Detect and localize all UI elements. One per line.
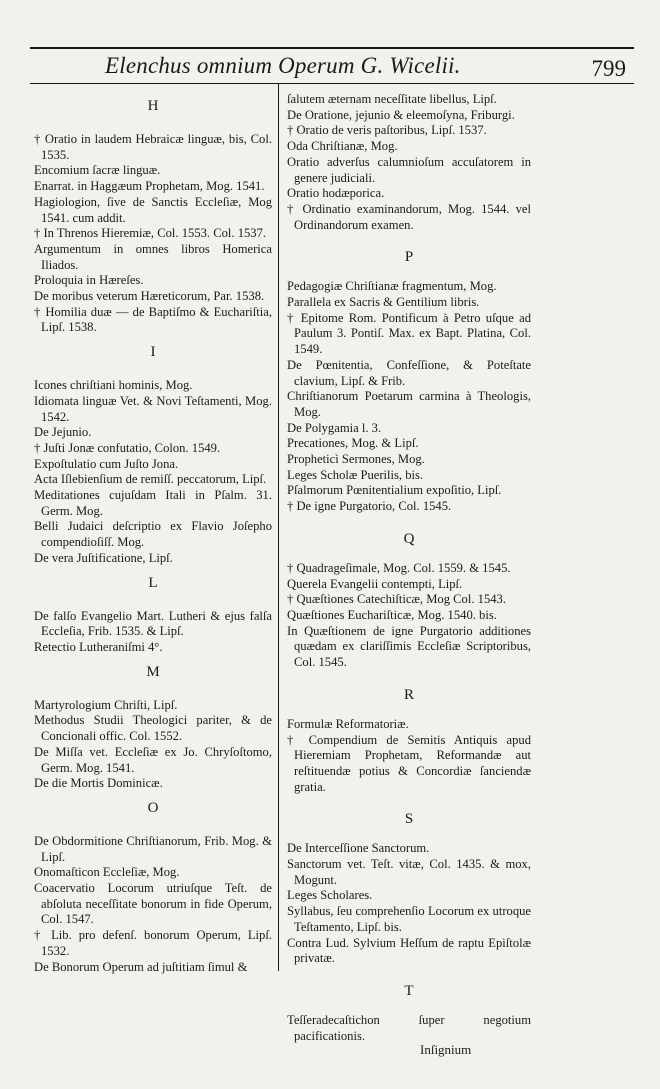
index-entry: Syllabus, ſeu comprehenſio Locorum ex utroque Teſtamento, Lipſ. bis.	[287, 904, 531, 934]
index-entry: De Interceſſione Sanctorum.	[287, 841, 430, 856]
index-entry: In Quæſtionem de igne Purgatorio additiones quædam ex clariſſimis Eccleſiæ Scriptoribus, Col. 1545.	[287, 623, 531, 670]
index-entry: † Homilia duæ — de Baptiſmo & Euchariſtia, Lipſ. 1538.	[34, 304, 272, 335]
running-title: Elenchus omnium Operum G. Wicelii.	[105, 53, 461, 78]
index-entry: Quæſtiones Euchariſticæ, Mog. 1540. bis.	[287, 607, 497, 622]
index-entry: Martyrologium Chriſti, Lipſ.	[34, 697, 178, 712]
index-entry: De Bonorum Operum ad juſtitiam ſimul &	[34, 959, 248, 974]
index-entry: † Oratio de veris paſtoribus, Lipſ. 1537.	[287, 123, 487, 138]
index-entry: Querela Evangelii contempti, Lipſ.	[287, 576, 463, 591]
index-entry: Argumentum in omnes libros Homerica Iliados.	[34, 241, 272, 272]
index-entry: De Polygamia l. 3.	[287, 420, 382, 435]
index-entry: Precationes, Mog. & Lipſ.	[287, 436, 419, 451]
index-entry: † Oratio in laudem Hebraicæ linguæ, bis, Col. 1535.	[34, 132, 272, 162]
section-letter: S	[404, 811, 414, 828]
index-entry: De moribus veterum Hæreticorum, Par. 1538.	[34, 289, 265, 304]
section-letter: R	[403, 686, 414, 703]
index-entry: † In Threnos Hieremiæ, Col. 1553. Col. 1537.	[34, 226, 267, 241]
index-entry: † De igne Purgatorio, Col. 1545.	[287, 499, 452, 514]
index-entry: Contra Lud. Sylvium Heſſum de raptu Epiſtolæ privatæ.	[287, 935, 531, 966]
catchword: Inſignium	[420, 1042, 472, 1057]
top-rule	[30, 47, 634, 49]
index-entry: Oratio adverſus calumnioſum accuſatorem in genere judiciali.	[287, 154, 531, 185]
index-entry: De Miſſa vet. Eccleſiæ ex Jo. Chryſoſtomo, Germ. Mog. 1541.	[34, 744, 272, 775]
index-entry: Methodus Studii Theologici pariter, & de Concionali offic. Col. 1552.	[34, 713, 272, 744]
index-entry: Belli Judaici deſcriptio ex Flavio Joſepho compendioſiſſ. Mog.	[34, 519, 272, 550]
index-entry: Coacervatio Locorum utriuſque Teſt. de abſoluta neceſſitate bonorum in fide Operum, Col. 1547.	[34, 881, 272, 927]
index-entry: Meditationes cujuſdam Itali in Pſalm. 31. Germ. Mog.	[34, 488, 272, 518]
index-entry: Onomaſticon Eccleſiæ, Mog.	[34, 865, 180, 880]
index-entry: † Ordinatio examinandorum, Mog. 1544. vel Ordinandorum examen.	[287, 201, 531, 232]
running-header	[30, 50, 634, 90]
index-entry: Idiomata linguæ Vet. & Novi Teſtamenti, Mog. 1542.	[34, 393, 272, 424]
right-column	[287, 92, 531, 1044]
left-column	[34, 92, 272, 975]
index-entry: Acta Iſlebienſium de remiſſ. peccatorum, Lipſ.	[34, 472, 267, 487]
index-entry: Retectio Lutheraniſmi 4°.	[34, 639, 163, 654]
index-entry: † Quæſtiones Catechiſticæ, Mog Col. 1543.	[287, 592, 506, 607]
index-entry: Icones chriſtiani hominis, Mog.	[34, 378, 193, 393]
section-letter: H	[147, 98, 159, 114]
column-divider	[278, 84, 279, 971]
index-entry: † Juſti Jonæ confutatio, Colon. 1549.	[34, 440, 221, 455]
index-entry: ſalutem æternam neceſſitate libellus, Lipſ.	[287, 92, 497, 106]
section-letter: Q	[403, 530, 415, 547]
index-entry: Propheticì Sermones, Mog.	[287, 452, 425, 467]
section-letter: L	[148, 574, 158, 591]
index-entry: Proloquia in Hæreſes.	[34, 273, 144, 288]
index-entry: De die Mortis Dominicæ.	[34, 776, 163, 791]
index-entry: † Epitome Rom. Pontificum à Petro uſque ad Paulum 3. Pontiſ. Max. ex Bapt. Platina, Col. 1549.	[287, 310, 531, 357]
section-letter: P	[404, 249, 414, 266]
section-letter: M	[146, 663, 160, 680]
index-entry: Pedagogiæ Chriſtianæ fragmentum, Mog.	[287, 279, 497, 294]
index-entry: Oda Chriſtianæ, Mog.	[287, 139, 398, 154]
header-rule	[30, 83, 634, 84]
index-entry: De Oratione, jejunio & eleemoſyna, Friburgi.	[287, 107, 515, 122]
index-entry: Oratio hodæporica.	[287, 186, 385, 201]
index-entry: Hagiologion, ſive de Sanctis Eccleſiæ, Mog 1541. cum addit.	[34, 194, 272, 225]
index-entry: Expoſtulatio cum Juſto Jona.	[34, 456, 179, 471]
page-number: 799	[591, 56, 626, 81]
index-entry: † Lib. pro defenſ. bonorum Operum, Lipſ. 1532.	[34, 928, 272, 958]
index-entry: Enarrat. in Haggæum Prophetam, Mog. 1541.	[34, 179, 265, 194]
index-entry: De Obdormitione Chriſtianorum, Frib. Mog. & Lipſ.	[34, 833, 272, 864]
index-entry: Teſſeradecaſtichon ſuper negotium pacificationis.	[287, 1012, 531, 1043]
section-letter: O	[147, 799, 159, 816]
index-entry: Pſalmorum Pœnitentialium expoſitio, Lipſ.	[287, 483, 502, 498]
index-entry: Leges Scholæ Puerilis, bis.	[287, 467, 424, 482]
index-entry: Formulæ Reformatoriæ.	[287, 716, 409, 731]
section-letter: I	[150, 344, 156, 361]
index-entry: Parallela ex Sacris & Gentilium libris.	[287, 295, 480, 310]
index-entry: † Compendium de Semitis Antiquis apud Hieremiam Prophetam, Reformandæ aut reſtituendæ potius & Concordiæ ſanciendæ gratia.	[287, 732, 531, 794]
index-entry: De Jejunio.	[34, 425, 92, 440]
index-entry: Sanctorum vet. Teſt. vitæ, Col. 1435. & mox, Mogunt.	[287, 857, 531, 887]
index-entry: De vera Juſtificatione, Lipſ.	[34, 550, 173, 565]
section-letter: T	[404, 982, 414, 999]
index-entry: De Pœnitentia, Confeſſione, & Poteſtate clavium, Lipſ. & Frib.	[287, 357, 531, 388]
index-entry: † Quadrageſimale, Mog. Col. 1559. & 1545.	[287, 560, 511, 575]
index-entry: Chriſtianorum Poetarum carmina à Theologis, Mog.	[287, 389, 531, 419]
index-entry: Encomium ſacræ linguæ.	[34, 163, 161, 178]
index-entry: Leges Scholares.	[287, 888, 373, 903]
index-entry: De falſo Evangelio Mart. Lutheri & ejus falſa Eccleſia, Frib. 1535. & Lipſ.	[34, 608, 272, 639]
